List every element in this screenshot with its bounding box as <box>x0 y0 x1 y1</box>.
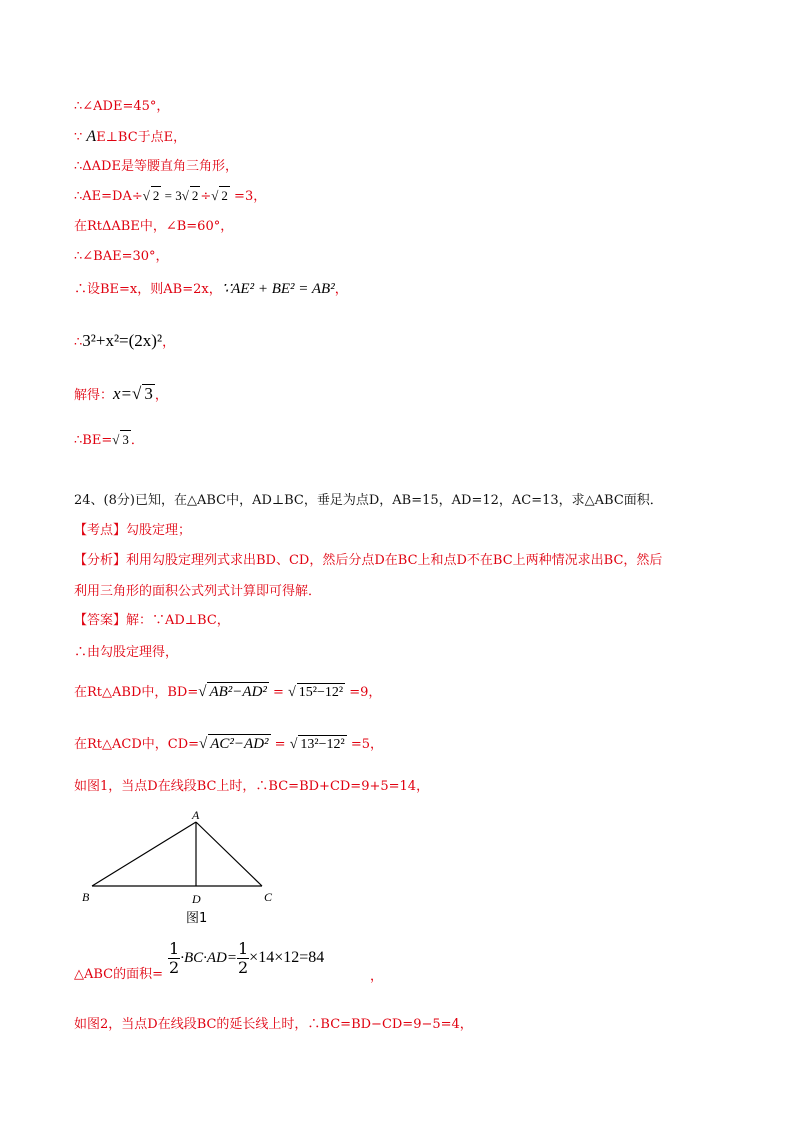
equation-math: 3²+x²=(2x)² <box>82 331 163 350</box>
line-text: ， <box>154 388 168 403</box>
line-angle-ade: ∴∠ADE=45°， <box>74 99 170 114</box>
figure-1-case: 如图1，当点D在线段BC上时，∴BC=BD+CD=9+5=14， <box>74 779 430 794</box>
line-angle-bae: ∴∠BAE=30°， <box>74 249 169 264</box>
fraction-numerator: 1 <box>237 939 249 958</box>
line-text: 在Rt△ABD中，BD= <box>74 685 199 700</box>
key-point: 【考点】勾股定理； <box>74 523 192 538</box>
line-equation <box>74 332 175 352</box>
triangle-figure-1 <box>80 808 290 930</box>
label-b: B <box>82 890 90 904</box>
label-c: C <box>264 890 273 904</box>
analysis-line-2: 利用三角形的面积公式列式计算即可得解． <box>74 584 322 599</box>
math-text: = 3 <box>161 188 182 203</box>
math-x: x= <box>113 384 133 403</box>
line-text: = <box>268 685 289 700</box>
side-ab <box>92 822 196 886</box>
sqrt-radicand: AB²−AD² <box>209 684 267 700</box>
figure-2-case: 如图2，当点D在线段BC的延长线上时，∴BC=BD−CD=9−5=4， <box>74 1017 473 1032</box>
sqrt-radicand: 3 <box>122 432 129 447</box>
fraction-denominator: 2 <box>237 958 249 977</box>
line-text: =9， <box>345 685 382 700</box>
line-ae-perp-bc <box>74 128 186 147</box>
line-text: =3， <box>229 189 267 204</box>
line-text: ， <box>162 335 176 350</box>
label-d: D <box>192 892 201 906</box>
therefore-symbol: ∴ <box>74 335 83 350</box>
sqrt-radicand: 2 <box>191 188 199 203</box>
line-text: 解得： <box>74 388 114 403</box>
line-isosceles: ∴ΔADE是等腰直角三角形， <box>74 159 238 174</box>
sqrt-radicand: 2 <box>152 188 160 203</box>
line-be-result: ∴BE=√ 3 ． <box>74 432 144 448</box>
area-expression: ·BC·AD= <box>180 950 237 966</box>
sqrt-radicand: 13²−12² <box>300 737 345 752</box>
line-text: ∴BE= <box>74 433 113 448</box>
line-text: ∴设BE=x，则AB=2x， <box>74 282 222 297</box>
line-bd: 在Rt△ABD中，BD=√ AB²−AD² = √ 15²−12² =9， <box>74 684 382 700</box>
line-text: ∴AE=DA÷ <box>74 189 143 204</box>
fraction-numerator: 1 <box>169 939 180 958</box>
div-sign: ÷ <box>200 189 212 204</box>
fraction-denominator: 2 <box>169 958 180 977</box>
line-ae-calc: ∴AE=DA÷√ 2 = 3√ 2 ÷√ 2 =3， <box>74 188 267 204</box>
answer-line: 【答案】解：∵AD⊥BC， <box>74 613 230 628</box>
line-solve: 解得：x=√ 3 ， <box>74 384 168 403</box>
line-text: = <box>270 737 290 752</box>
analysis-line-1: 【分析】利用勾股定理列式求出BD、CD，然后分点D在BC上和点D不在BC上两种情况求出BC，然后 <box>74 553 663 568</box>
sqrt-radicand: 15²−12² <box>298 685 344 700</box>
side-ac <box>196 822 262 886</box>
figure-caption: 图1 <box>186 911 208 926</box>
line-rt-abe: 在RtΔABE中，∠B=60°， <box>74 219 234 234</box>
line-cd: 在Rt△ACD中，CD=√ AC²−AD² = √ 13²−12² =5， <box>74 736 383 752</box>
line-text: 在Rt△ACD中，CD= <box>74 737 200 752</box>
line-text: E⊥BC于点E， <box>96 130 187 145</box>
label-a: A <box>192 808 200 822</box>
line-text: ， <box>334 282 348 297</box>
pythagoras-line: ∴由勾股定理得， <box>74 645 179 660</box>
line-text: △ABC的面积= <box>74 967 164 982</box>
question-24: 24、(8分)已知，在△ABC中，AD⊥BC，垂足为点D，AB=15，AD=12，AC=13，求△ABC面积． <box>74 493 663 508</box>
because-symbol: ∵ <box>74 130 87 145</box>
sqrt-radicand: AC²−AD² <box>210 736 269 752</box>
line-text: =5， <box>346 737 383 752</box>
area-result: ×14×12=84 <box>249 949 325 966</box>
sqrt-radicand: 3 <box>144 384 153 403</box>
math-a: A <box>86 128 97 145</box>
line-text: ， <box>370 969 384 984</box>
sqrt-radicand: 2 <box>221 188 228 203</box>
line-set-be <box>74 280 348 299</box>
pythagoras-equation: ∵AE² + BE² = AB² <box>221 281 335 297</box>
line-text: ． <box>130 433 144 448</box>
